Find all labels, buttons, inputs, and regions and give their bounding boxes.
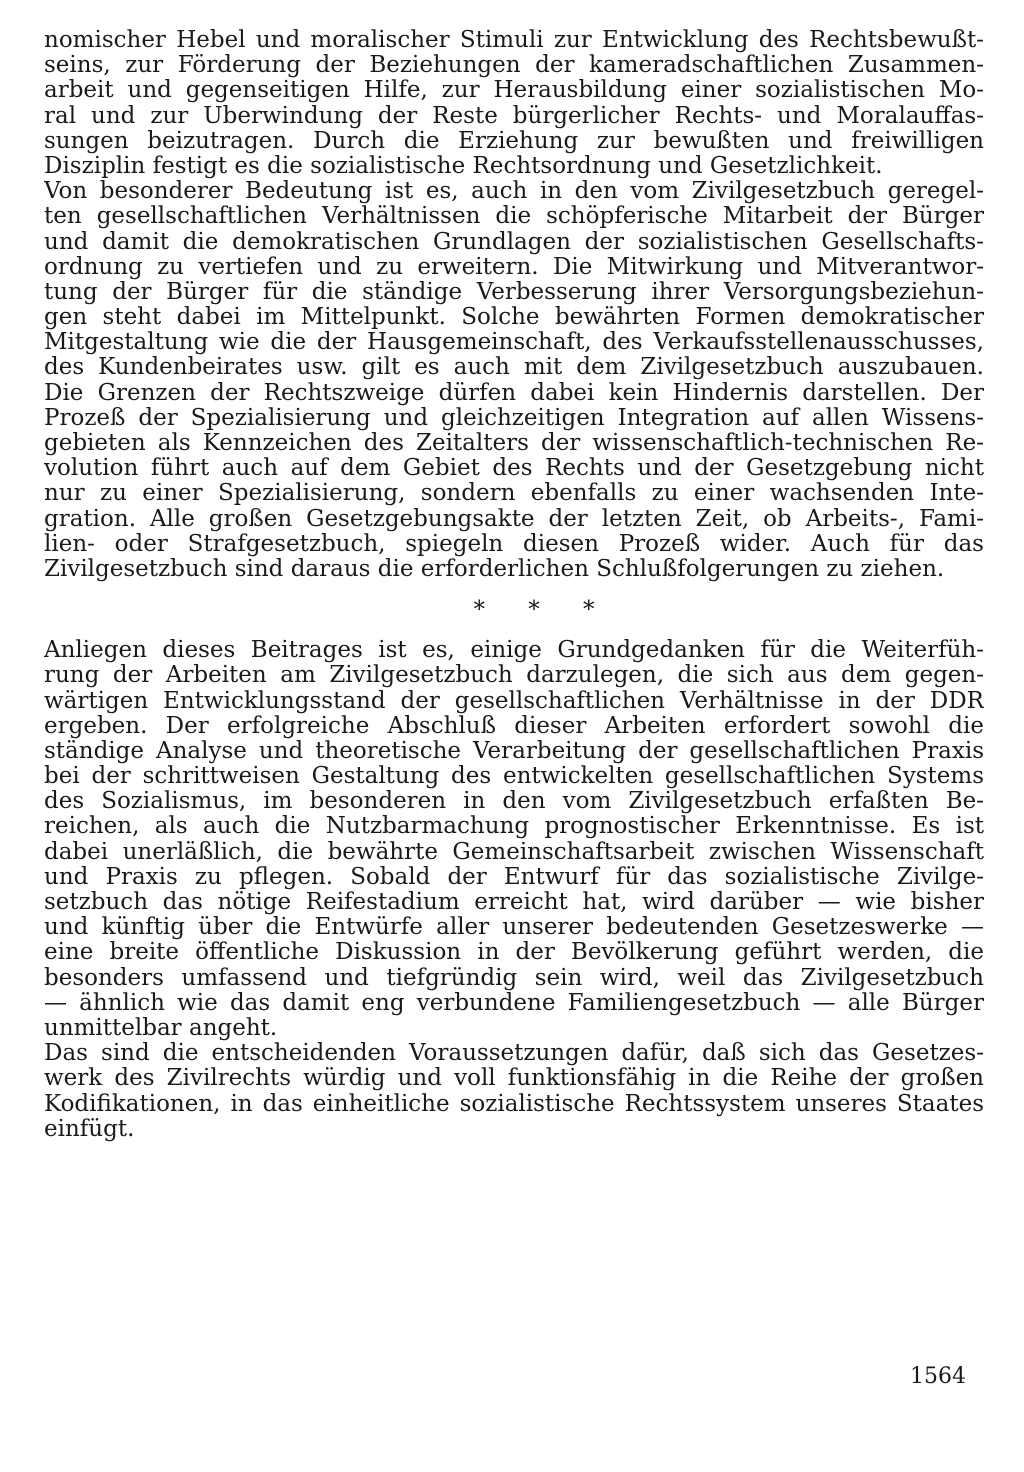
text-line: seins, zur Förderung der Beziehungen der kameradschaftlichen Zusammen- <box>44 53 984 79</box>
text-line: ergeben. Der erfolgreiche Abschluß dieser Arbeiten erfordert sowohl die <box>44 713 984 739</box>
text-line: und Praxis zu pflegen. Sobald der Entwurf für das sozialistische Zivilge- <box>44 864 984 890</box>
body-text-bottom <box>44 638 984 1142</box>
section-separator: * * * <box>473 597 613 624</box>
document-page <box>44 28 984 1142</box>
paragraph <box>44 28 984 179</box>
text-line: gen steht dabei im Mittelpunkt. Solche bewährten Formen demokratischer <box>44 305 984 331</box>
text-line: bei der schrittweisen Gestaltung des entwickelten gesellschaftlichen Systems <box>44 764 984 790</box>
text-line: reichen, als auch die Nutzbarmachung prognostischer Erkenntnisse. Es ist <box>44 814 984 840</box>
text-line: dabei unerläßlich, die bewährte Gemeinschaftsarbeit zwischen Wissenschaft <box>44 839 984 865</box>
text-line: setzbuch das nötige Reifestadium erreicht hat, wird darüber — wie bisher <box>44 890 984 915</box>
page-number: 1564 <box>910 1364 966 1389</box>
paragraph <box>44 1041 984 1142</box>
text-line: ten gesellschaftlichen Verhältnissen die schöpferische Mitarbeit der Bürger <box>44 204 984 230</box>
text-line: Prozeß der Spezialisierung und gleichzeitigen Integration auf allen Wissens- <box>44 405 984 431</box>
text-line: ral und zur Überwindung der Reste bürgerlicher Rechts- und Moralauffas- <box>44 103 984 129</box>
text-line: nomischer Hebel und moralischer Stimuli zur Entwicklung des Rechtsbewußt- <box>44 28 984 53</box>
text-line: rung der Arbeiten am Zivilgesetzbuch darzulegen, die sich aus dem gegen- <box>44 663 984 689</box>
body-text-top <box>44 28 984 582</box>
text-line: Kodifikationen, in das einheitliche sozialistische Rechtssystem unseres Staates <box>44 1091 984 1117</box>
text-line: Disziplin festigt es die sozialistische Rechtsordnung und Gesetzlichkeit. <box>44 153 883 179</box>
text-line: ordnung zu vertiefen und zu erweitern. Die Mitwirkung und Mitverantwor- <box>44 254 984 280</box>
text-line: lien- oder Strafgesetzbuch, spiegeln diesen Prozeß wider. Auch für das <box>44 531 984 557</box>
text-line: Zivilgesetzbuch sind daraus die erforderlichen Schlußfolgerungen zu ziehen. <box>44 556 945 582</box>
text-line: unmittelbar angeht. <box>44 1015 278 1041</box>
text-line: eine breite öffentliche Diskussion in der Bevölkerung geführt werden, die <box>44 940 984 966</box>
text-line: des Kundenbeirates usw. gilt es auch mit dem Zivilgesetzbuch auszubauen. <box>44 355 984 381</box>
paragraph <box>44 179 984 582</box>
text-line: sungen beizutragen. Durch die Erziehung zur bewußten und freiwilligen <box>44 128 984 154</box>
text-line: und künftig über die Entwürfe aller unserer bedeutenden Gesetzeswerke — <box>44 915 984 941</box>
text-line: gebieten als Kennzeichen des Zeitalters der wissenschaftlich-technischen Re- <box>44 431 984 456</box>
text-line: Die Grenzen der Rechtszweige dürfen dabei kein Hindernis darstellen. Der <box>44 380 984 406</box>
text-line: des Sozialismus, im besonderen in den vom Zivilgesetzbuch erfaßten Be- <box>44 789 984 815</box>
text-line: werk des Zivilrechts würdig und voll funktionsfähig in die Reihe der großen <box>44 1066 984 1092</box>
text-line: nur zu einer Spezialisierung, sondern ebenfalls zu einer wachsenden Inte- <box>44 481 984 507</box>
text-line: ständige Analyse und theoretische Verarbeitung der gesellschaftlichen Praxis <box>44 738 984 764</box>
text-line: volution führt auch auf dem Gebiet des Rechts und der Gesetzgebung nicht <box>44 456 984 482</box>
text-line: — ähnlich wie das damit eng verbundene Familiengesetzbuch — alle Bürger <box>44 990 984 1016</box>
text-line: tung der Bürger für die ständige Verbesserung ihrer Versorgungsbeziehun- <box>44 279 984 305</box>
text-line: Anliegen dieses Beitrages ist es, einige Grundgedanken für die Weiterfüh- <box>44 638 984 664</box>
text-line: und damit die demokratischen Grundlagen der sozialistischen Gesellschafts- <box>44 229 984 255</box>
text-line: Mitgestaltung wie die der Hausgemeinschaft, des Verkaufsstellenausschusses, <box>44 330 984 356</box>
text-line: Von besonderer Bedeutung ist es, auch in den vom Zivilgesetzbuch geregel- <box>44 179 984 205</box>
text-line: arbeit und gegenseitigen Hilfe, zur Herausbildung einer sozialistischen Mo- <box>44 78 984 104</box>
text-line: besonders umfassend und tiefgründig sein wird, weil das Zivilgesetzbuch <box>44 965 984 991</box>
paragraph <box>44 638 984 1041</box>
text-line: wärtigen Entwicklungsstand der gesellschaftlichen Verhältnisse in der DDR <box>44 688 984 714</box>
text-line: einfügt. <box>44 1116 135 1142</box>
text-line: Das sind die entscheidenden Voraussetzungen dafür, daß sich das Gesetzes- <box>44 1041 984 1067</box>
text-line: gration. Alle großen Gesetzgebungsakte der letzten Zeit, ob Arbeits-, Fami- <box>44 506 984 532</box>
